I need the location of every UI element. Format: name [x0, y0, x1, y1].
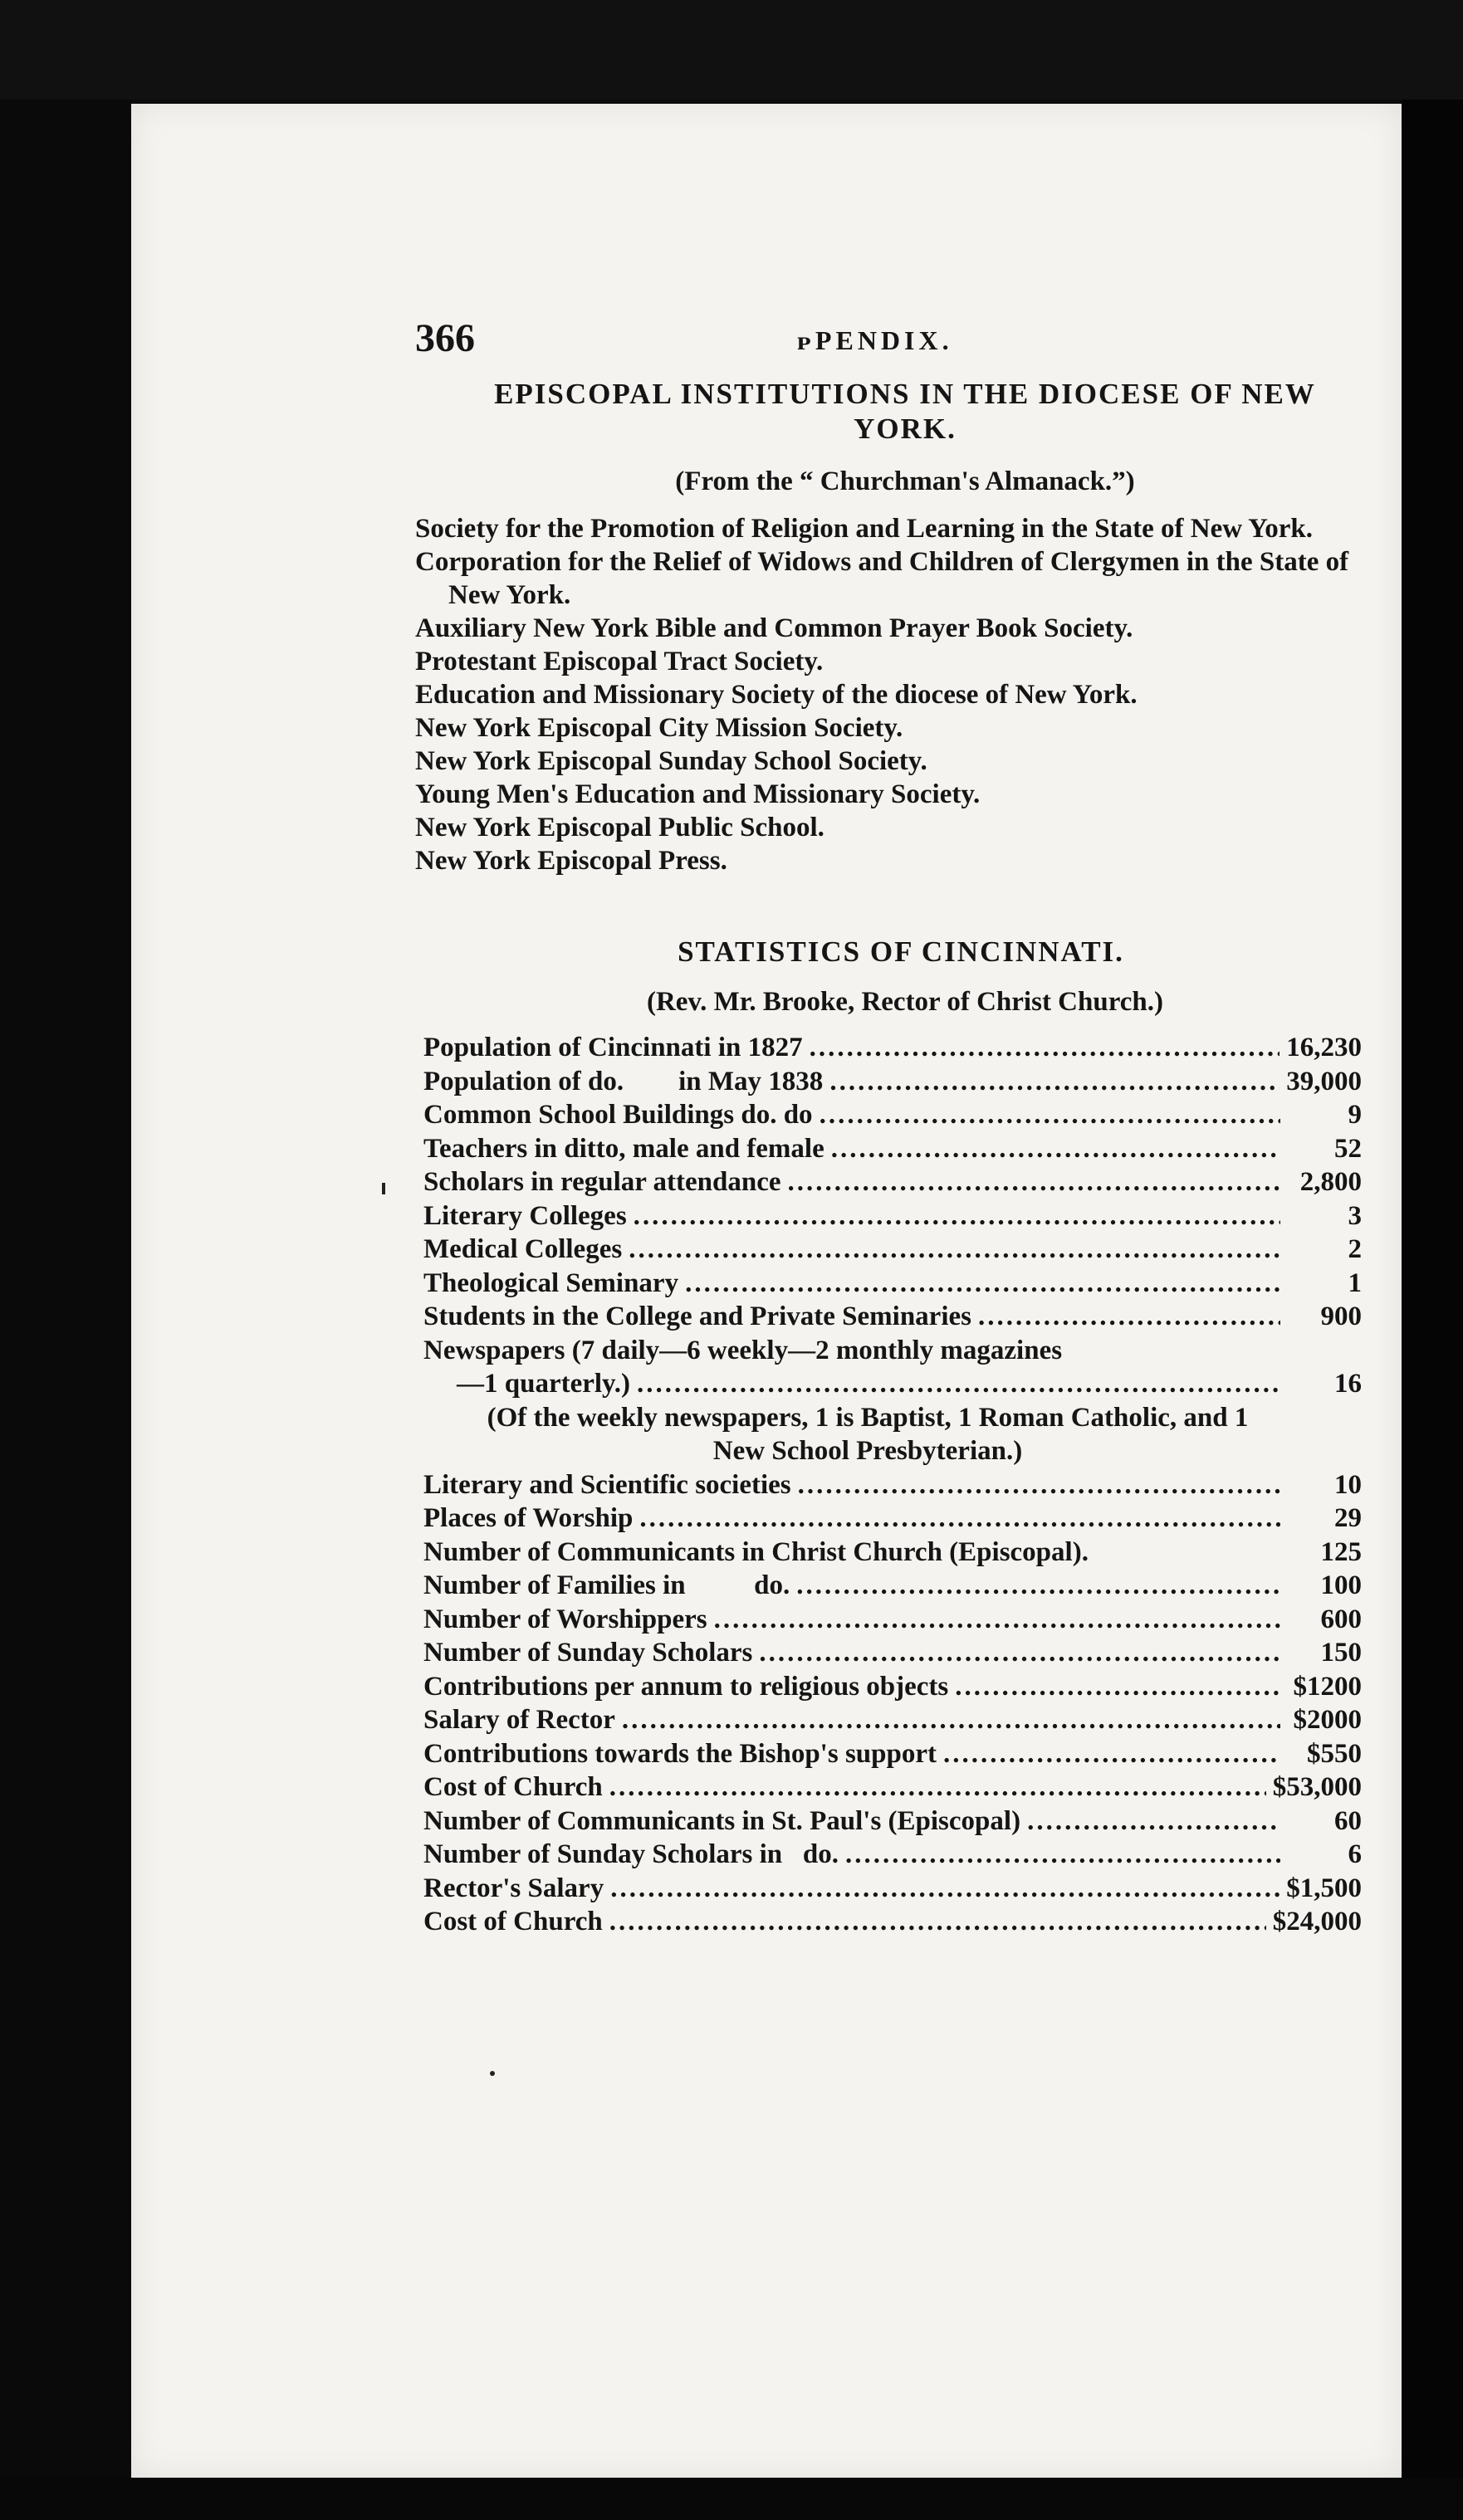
leader-dots — [610, 1872, 1280, 1906]
row-label: Theological Seminary — [423, 1267, 679, 1298]
running-head — [415, 315, 1362, 365]
row-value: 52 — [1334, 1133, 1362, 1164]
leader-dots — [637, 1367, 1280, 1401]
leader-dots — [788, 1165, 1280, 1199]
row-label: Population of Cincinnati in 1827 — [423, 1033, 803, 1062]
table-row — [423, 1267, 1362, 1301]
table-row — [423, 1065, 1362, 1099]
list-item: New York Episcopal City Mission Society. — [415, 713, 903, 743]
row-value: $1,500 — [1286, 1873, 1362, 1903]
list-item: Young Men's Education and Missionary Society. — [415, 779, 981, 809]
table-row — [423, 1199, 1362, 1233]
row-value: 2,800 — [1299, 1167, 1362, 1197]
row-value: 600 — [1320, 1604, 1362, 1634]
leader-dots — [943, 1737, 1280, 1771]
leader-dots — [634, 1199, 1280, 1233]
table-row — [423, 1905, 1362, 1939]
row-value: 1 — [1348, 1267, 1362, 1298]
running-title: ᴘPENDIX. — [797, 325, 953, 355]
row-label: Salary of Rector — [423, 1705, 615, 1735]
table-row — [423, 1603, 1362, 1637]
leader-dots — [609, 1905, 1266, 1939]
scan-bottom-border — [0, 2478, 1463, 2520]
row-value: 10 — [1334, 1469, 1362, 1500]
row-label: Literary Colleges — [423, 1200, 627, 1231]
leader-dots — [955, 1670, 1280, 1704]
row-label: Scholars in regular attendance — [423, 1167, 781, 1197]
leader-dots — [831, 1132, 1280, 1166]
table-row — [423, 1737, 1362, 1771]
leader-dots — [829, 1065, 1280, 1099]
row-label: Number of Worshippers — [423, 1604, 707, 1634]
row-value: 900 — [1320, 1302, 1362, 1331]
row-label: Common School Buildings do. do — [423, 1100, 813, 1130]
statistics-source: (Rev. Mr. Brooke, Rector of Christ Church.) — [646, 987, 1164, 1017]
row-value: 100 — [1320, 1570, 1362, 1600]
list-item: Society for the Promotion of Religion and Learning in the State of New York. — [415, 514, 1313, 544]
row-label: Population of do. in May 1838 — [423, 1066, 824, 1096]
row-value: 60 — [1334, 1805, 1362, 1836]
row-label: Teachers in ditto, male and female — [423, 1133, 824, 1164]
table-row — [423, 1872, 1362, 1906]
leader-dots — [798, 1468, 1280, 1502]
institutions-title: EPISCOPAL INSTITUTIONS IN THE DIOCESE OF NEW YORK. — [494, 378, 1316, 445]
row-value: 150 — [1320, 1638, 1362, 1668]
page-content — [415, 315, 1362, 1939]
row-label: Students in the College and Private Seminaries — [423, 1302, 971, 1331]
page-number: 366 — [415, 316, 475, 360]
row-label: Number of Sunday Scholars — [423, 1638, 753, 1668]
row-label: Cost of Church — [423, 1772, 603, 1802]
row-value: $2000 — [1293, 1705, 1362, 1735]
leader-dots — [820, 1098, 1280, 1132]
row-value: $53,000 — [1272, 1772, 1362, 1802]
row-value: 9 — [1348, 1100, 1362, 1130]
leader-dots — [639, 1502, 1280, 1536]
row-label: Contributions towards the Bishop's support — [423, 1738, 937, 1769]
table-row — [423, 1165, 1362, 1199]
table-row — [423, 1132, 1362, 1166]
scan-speck — [490, 2071, 495, 2076]
row-label: Number of Families in do. — [423, 1570, 790, 1600]
row-value: 6 — [1348, 1839, 1362, 1869]
leader-dots — [810, 1031, 1280, 1065]
row-label: Rector's Salary — [423, 1873, 604, 1903]
table-row — [423, 1569, 1362, 1603]
leader-dots — [1027, 1805, 1280, 1839]
leader-dots — [978, 1300, 1280, 1334]
row-label: Contributions per annum to religious objects — [423, 1671, 949, 1702]
table-row — [423, 1838, 1362, 1872]
table-row — [423, 1502, 1362, 1536]
row-value: 2 — [1348, 1234, 1362, 1264]
list-item: Corporation for the Relief of Widows and Children of Clergymen in the State of New York. — [415, 547, 1349, 610]
row-value: 16,230 — [1286, 1033, 1362, 1062]
table-row — [423, 1636, 1362, 1670]
list-item: Auxiliary New York Bible and Common Prayer Book Society. — [415, 613, 1133, 643]
scan-left-border — [0, 100, 131, 2520]
row-value: $1200 — [1293, 1671, 1362, 1702]
scan-speck — [382, 1183, 385, 1194]
table-row — [423, 1300, 1362, 1334]
leader-dots — [685, 1267, 1280, 1301]
row-value: 125 — [1320, 1536, 1362, 1567]
statistics-title: STATISTICS OF CINCINNATI. — [678, 935, 1124, 968]
institutions-source: (From the “ Churchman's Almanack.”) — [675, 466, 1135, 496]
table-row — [423, 1670, 1362, 1704]
list-item: New York Episcopal Press. — [415, 846, 727, 876]
leader-dots — [759, 1636, 1280, 1670]
row-value: 3 — [1348, 1200, 1362, 1231]
table-row — [423, 1098, 1362, 1132]
institutions-list — [415, 512, 1362, 877]
list-item: New York Episcopal Public School. — [415, 813, 824, 842]
table-row — [423, 1703, 1362, 1737]
list-item: Protestant Episcopal Tract Society. — [415, 647, 824, 676]
list-item: Education and Missionary Society of the diocese of New York. — [415, 680, 1138, 710]
row-label: Number of Communicants in St. Paul's (Episcopal) — [423, 1805, 1021, 1836]
leader-dots — [609, 1770, 1266, 1805]
table-row — [423, 1536, 1362, 1570]
table-row — [423, 1805, 1362, 1839]
row-label: —1 quarterly.) — [457, 1369, 630, 1399]
row-label: Cost of Church — [423, 1907, 603, 1936]
row-value: 16 — [1334, 1369, 1362, 1399]
row-value: 29 — [1334, 1503, 1362, 1533]
leader-dots — [622, 1703, 1280, 1737]
row-label: Medical Colleges — [423, 1234, 623, 1264]
table-row — [423, 1468, 1362, 1502]
row-label: Places of Worship — [423, 1503, 634, 1533]
table-row — [423, 1770, 1362, 1805]
leader-dots — [629, 1233, 1280, 1267]
table-row — [423, 1233, 1362, 1267]
statistics-table — [415, 1031, 1362, 1939]
row-label: Number of Sunday Scholars in do. — [423, 1839, 839, 1869]
leader-dots — [845, 1838, 1280, 1872]
table-row — [423, 1367, 1362, 1401]
leader-dots — [796, 1569, 1280, 1603]
row-value: $550 — [1307, 1738, 1362, 1769]
newspapers-note: (Of the weekly newspapers, 1 is Baptist, 1 Roman Catholic, and 1 New School Presbyterian.) — [487, 1402, 1249, 1466]
leader-dots — [714, 1603, 1280, 1637]
scan-top-border — [0, 0, 1463, 100]
row-value: $24,000 — [1272, 1907, 1362, 1936]
row-value: 39,000 — [1286, 1066, 1362, 1096]
table-row — [423, 1031, 1362, 1065]
row-label: Number of Communicants in Christ Church (Episcopal). — [423, 1536, 1089, 1567]
newspapers-line-1: Newspapers (7 daily—6 weekly—2 monthly magazines — [423, 1335, 1063, 1365]
list-item: New York Episcopal Sunday School Society. — [415, 746, 927, 776]
scan-right-border — [1402, 100, 1463, 2520]
row-label: Literary and Scientific societies — [423, 1469, 791, 1500]
